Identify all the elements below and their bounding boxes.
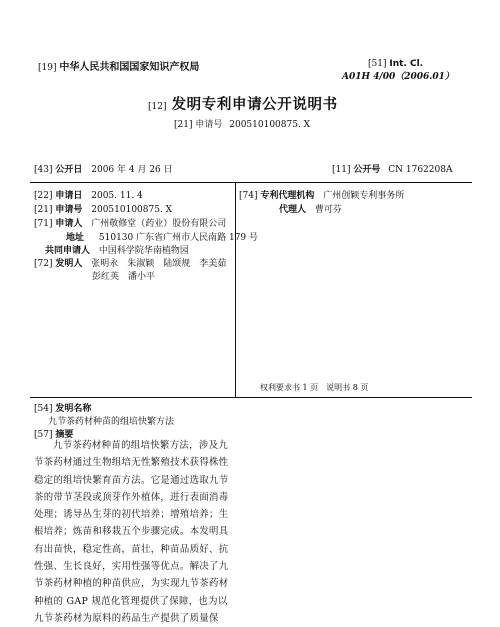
pages-note: 权利要求书 1 页 说明书 8 页 [260, 383, 369, 392]
app-label: 申请号 [55, 205, 83, 215]
doc-type-heading [148, 93, 338, 114]
abstract-code: [57] [34, 430, 53, 440]
invention-title-heading [34, 404, 91, 415]
address-value: 510130 广东省广州市人民南路 179 号 [98, 233, 259, 243]
co-applicant-label: 共同申请人 [45, 246, 91, 256]
pub-date-code: [43] [34, 165, 53, 175]
header-app-number [174, 120, 310, 131]
inventor-row [34, 259, 226, 270]
pub-date-label: 公开日 [55, 165, 83, 175]
app-code: [21] [34, 205, 53, 215]
intcl-code: [51] [368, 59, 387, 69]
divider-bottom [30, 397, 472, 398]
intcl-label: Int. Cl. [389, 59, 424, 69]
column-divider [235, 183, 236, 397]
agency-label: 专利代理机构 [260, 191, 315, 201]
pub-no-label: 公开号 [353, 165, 381, 175]
inventors-line-2: 彭红英 潘小平 [92, 272, 156, 282]
pub-no-code: [11] [332, 165, 351, 175]
office-header [38, 62, 199, 74]
header-app-label: 申请号 [195, 120, 223, 130]
title-label: 发明名称 [55, 404, 92, 414]
inventors-line-1: 张明永 朱淑颖 陆颂规 李美茹 [91, 259, 227, 269]
co-applicant-row [45, 246, 189, 257]
office-name: 中华人民共和国国家知识产权局 [59, 62, 200, 73]
agency-code: [74] [239, 191, 258, 201]
applicant-row [34, 219, 226, 230]
inventor-label: 发明人 [55, 259, 83, 269]
abstract-label: 摘要 [55, 430, 74, 440]
app-number-row [34, 205, 172, 216]
filing-date: 2005. 11. 4 [91, 191, 143, 201]
agency-name: 广州创颖专利事务所 [323, 191, 405, 201]
invention-title: 九节茶药材种苗的组培快繁方法 [48, 417, 175, 427]
agent-label: 代理人 [279, 205, 307, 215]
pub-date-row [34, 165, 173, 176]
applicant-name: 广州敬修堂（药业）股份有限公司 [91, 219, 227, 229]
intcl-block [368, 59, 423, 70]
header-app-value: 200510100875. X [229, 120, 311, 130]
title-code: [54] [34, 404, 53, 414]
header-app-code: [21] [174, 120, 193, 130]
agent-row [279, 205, 342, 216]
pub-no-row [332, 165, 452, 176]
intcl-value: A01H 4/00（2006.01） [342, 72, 454, 82]
filing-code: [22] [34, 191, 53, 201]
agency-row [239, 191, 404, 202]
applicant-code: [71] [34, 219, 53, 229]
filing-date-row [34, 191, 143, 202]
inventor-code: [72] [34, 259, 53, 269]
doc-type-title: 发明专利申请公开说明书 [171, 97, 338, 113]
divider-top [30, 182, 472, 183]
filing-label: 申请日 [55, 191, 83, 201]
co-applicant-name: 中国科学院华南植物园 [98, 246, 189, 256]
applicant-label: 申请人 [55, 219, 83, 229]
address-row [66, 233, 258, 244]
address-label: 地址 [66, 233, 85, 243]
abstract-text: 九节茶药材种苗的组培快繁方法，涉及九节茶药材通过生物组培无性繁殖技术获得株性稳定的组培快繁育苗方法。它是通过选取九节茶的带节茎段或顶芽作外植体，进行表面消毒处理；诱导丛生芽的初代培养；增殖培养；生根培养；炼苗和移栽五个步骤完成。本发明具有出苗快，稳定性高，苗壮，种苗品质好、抗性强、生长良好，实用性强等优点。解决了九节茶药材种植的种苗供应，为实现九节茶药材种植的 GAP 规范化管理提供了保障，也为以九节茶药材为原料的药品生产提供了质量保 [34, 440, 229, 624]
pub-date-value: 2006 年 4 月 26 日 [91, 165, 173, 175]
agent-name: 曹可芬 [314, 205, 342, 215]
doc-type-code: [12] [148, 102, 167, 112]
office-code: [19] [38, 63, 57, 73]
pub-no-value: CN 1762208A [388, 165, 453, 175]
app-number: 200510100875. X [91, 205, 173, 215]
